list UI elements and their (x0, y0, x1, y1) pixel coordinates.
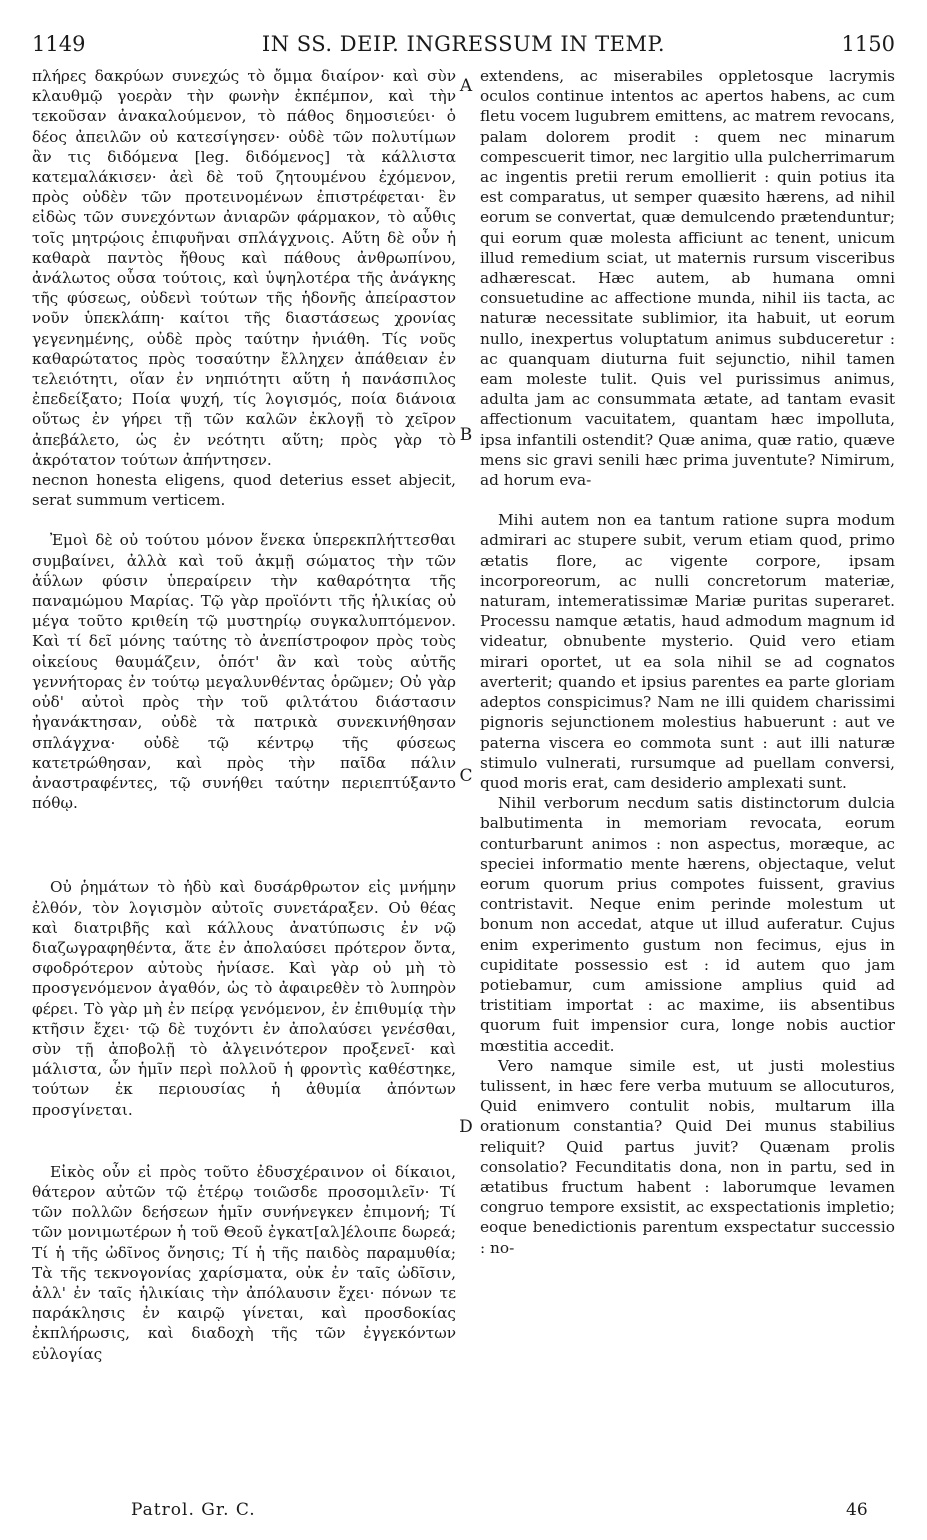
latin-paragraph-4: Vero namque simile est, ut justi molestius tulissent, in hæc fere verba mutuum se allocuturos, Quid enimvero contulit nobis, multarum illa orationum constantia? Quid Dei munus stabilius reliquit? Quid partus juvit? Quænam prolis consolatio? Fecunditatis dona, non in partu, sed in ætatibus fructum habent : laborumque levamen congruo tempore exsistit, ac exspectationis impletio; eoque benedictionis parentum exspectatur successio : no- (480, 1056, 895, 1257)
latin-paragraph-1: extendens, ac miserabiles oppletosque lacrymis oculos continue intentos ac apertos habens, ac cum fletu vocem lugubrem emittens, ac matrem revocans, palam dolorem prodit : quem nec minarum compescuerit timor, nec largitio ulla pulcherrimarum ac ingentis pretii rerum emollierit : quin potius ita est comparatus, ut semper quæsito hærens, ad nihil eorum se convertat, quæ demulcendo prætenduntur; qui eorum quæ molesta afficiunt ac tenent, unicum illud remedium sciat, ut maternis rursum visceribus adhærescat. Hæc autem, ab humana omni consuetudine ac affectione munda, nihil iis tacta, ac naturæ necessitate sublimior, ita habuit, ut eorum nullo, inexpertus voluptatum animus subduceretur : ac quanquam diuturna fuit sejunctio, nihil tamen eam moleste tulit. Quis vel purissimus animus, adulta jam ac consummata ætate, ad tantam evasit affectionum vacuitatem, quantam hæc impolluta, ipsa infantili ostendit? Quæ anima, quæ ratio, quæve mens sic gravi senili hæc prima juventute? Nimirum, ad horum eva- (480, 67, 895, 490)
latin-overflow-line: necnon honesta eligens, quod deterius esset abjecit, serat summum verticem. (32, 471, 456, 510)
footer-signature: Patrol. Gr. C. (131, 1500, 256, 1520)
latin-paragraph-3: Nihil verborum necdum satis distinctorum dulcia balbutimenta in memoriam revocata, eorum conturbarunt animos : non aspectus, moræque, ac speciei informatio mente hærens, objectaque, velut eorum quorum prius compotes fuissent, gravius contristavit. Neque enim perinde molestum ut bonum non accedat, atque ut illud auferatur. Cujus enim experimento gustum non fecimus, ejus in cupiditate possessio est : id autem quo jam potiebamur, cum amissione amplius quid ad tristitiam importat : ac maxime, iis absentibus quorum fuit impensior cura, longe nobis auctior mœstitia accedit. (480, 794, 895, 1055)
margin-marker-a: A (459, 76, 473, 96)
margin-marker-b: B (459, 425, 473, 445)
latin-paragraph-2: Mihi autem non ea tantum ratione supra modum admirari ac stupere subit, verum etiam quod, primo ætatis flore, ac vigente corpore, ipsam incorporeorum, ac nulli concretorum materiæ, naturam, intemeratissimæ Mariæ puritas superaret. Processu namque ætatis, haud admodum magnum id videatur, obnubente mysterio. Quid vero etiam mirari oportet, ut ea sola nihil se ad cognatos averterit; quando et ipsius parentes ea parte gloriam adeptos conspicimus? Nam ne illi quidem charissimi pignoris sejunctionem molestius habuerunt : aut ve paterna viscera eo commota sunt : aut illi naturæ stimulo vulnerati, rursumque ad puellam conversi, quod moris erat, cam desiderio amplexati sunt. (480, 511, 895, 792)
greek-paragraph-1: πλήρες δακρύων συνεχώς τὸ ὄμμα διαίρον· καὶ σὺν κλαυθμῷ γοερὰν τὴν φωνὴν ἐκπέμπον, καὶ τὴν τεκοῦσαν ἀνακαλούμενον, τὸ πάθος δημοσιεύει· ὁ δέος ἀπειλῶν οὐ κατεσίγησεν· οὐδὲ τῶν πολυτίμων ἂν τις διδόμενα [leg. διδόμενος] τὰ κάλλιστα κατεμαλάκισεν· ἀεὶ δὲ τοῦ ζητουμένου ἐχόμενον, πρὸς οὐδὲν τῶν προτεινομένων ἐπιστρέφεται· ἓν εἰδὼς τῶν συνεχόντων ἀνιαρῶν φάρμακον, τὸ αὖθις τοῖς μητρῴοις ἐπιφυῆναι σπλάγχνοις. Αὕτη δὲ οὖν ἡ καθαρὰ παντὸς ἤθους καὶ πάθους ἀνθρωπίνου, ἀνάλωτος οὖσα τούτοις, καὶ ὑψηλοτέρα τῆς ἀνάγκης τῆς φύσεως, οὐδενὶ τούτων τῆς ἡδονῆς ἀπείραστον νοῦν ὑπεκλάπη· καίτοι τῆς διαστάσεως χρονίας γεγενημένης, οὐδὲ πρὸς ταύτην ἠνιάθη. Τίς νοῦς καθαρώτατος πρὸς τοσαύτην ἔλληχεν ἀπάθειαν ἐν τελειότητι, οἵαν ἐν νηπιότητι αὕτη ἡ πανάσπιλος ἐπεδείξατο; Ποία ψυχή, τίς λογισμός, ποία διάνοια οὕτως ἐν γήρει τῇ τῶν καλῶν ἐκλογῇ τὸ χεῖρον ἀπεβάλετο, ὡς ἐν νεότητι αὕτη; πρὸς γὰρ τὸ ἀκρότατον τούτων ἀπήντησεν. (32, 67, 456, 469)
margin-marker-d: D (459, 1117, 473, 1137)
greek-paragraph-4: Εἰκὸς οὖν εἰ πρὸς τοῦτο ἐδυσχέραινον οἱ δίκαιοι, θάτερον αὐτῶν τῷ ἑτέρῳ τοιῶσδε προσομιλεῖν· Τί τῶν πολλῶν δεήσεων ἡμῖν συνήνεγκεν ἐπιμονή; Τί τῶν μονιμωτέρων ἡ τοῦ Θεοῦ ἐγκατ[αλ]έλοιπε δωρεά; Τί ἡ τῆς ὠδῖνος ὄνησις; Τί ἡ τῆς παιδὸς παραμυθία; Τὰ τῆς τεκνογονίας χαρίσματα, οὐκ ἐν ταῖς ὠδῖσιν, ἀλλ' ἐν ταῖς ἡλικίαις τὴν ἀπόλαυσιν ἔχει· πόνων τε παράκλησις ἐν καιρῷ γίνεται, καὶ προσδοκίας ἐκπλήρωσις, καὶ διαδοχὴ τῆς τῶν ἐγγεκόντων εὐλογίας (32, 1162, 456, 1363)
greek-column (32, 66, 456, 1364)
left-page-number: 1149 (32, 32, 86, 56)
footer-sheet-number: 46 (846, 1500, 868, 1520)
latin-column (480, 66, 895, 1258)
greek-paragraph-2: Ἐμοὶ δὲ οὐ τούτου μόνον ἕνεκα ὑπερεκπλήττεσθαι συμβαίνει, ἀλλὰ καὶ τοῦ ἀκμῇ σώματος τὴν τῶν ἀΰλων φύσιν ὑπεραίρειν τὴν καθαρότητα τῆς παναμώμου Μαρίας. Τῷ γὰρ προϊόντι τῆς ἡλικίας οὐ μέγα τοῦτο κριθείη τῷ μυστηρίῳ συγκαλυπτόμενον. Καὶ τί δεῖ μόνης ταύτης τὸ ἀνεπίστροφον πρὸς τοὺς οἰκείους θαυμάζειν, ὁπότ' ἂν καὶ τοὺς αὐτῆς γεννήτορας ἐν τούτῳ μεγαλυνθέντας ὁρῶμεν; Οὐ γὰρ οὐδ' αὐτοὶ πρὸς τὴν τοῦ φιλτάτου διάστασιν ἠγανάκτησαν, οὐδὲ τὰ πατρικὰ συνεκινήθησαν σπλάγχνα· οὐδὲ τῷ κέντρῳ τῆς φύσεως κατετρώθησαν, καὶ πρὸς τὴν παῖδα πάλιν ἀναστραφέντες, τῷ συνήθει ταύτην περιεπτύξαντο πόθῳ. (32, 531, 456, 813)
running-title: IN SS. DEIP. INGRESSUM IN TEMP. (261, 32, 666, 56)
margin-marker-c: C (459, 766, 473, 786)
right-page-number: 1150 (841, 32, 895, 56)
page-footer (0, 1500, 927, 1526)
page-header (0, 32, 927, 60)
greek-paragraph-3: Οὐ ῥημάτων τὸ ἡδὺ καὶ δυσάρθρωτον εἰς μνήμην ἐλθόν, τὸν λογισμὸν αὐτοῖς συνετάραξεν. Οὐ θέας καὶ διατριβῆς καὶ κάλλους ἀνατύπωσις ἐν νῷ διαζωγραφηθέντα, ἅτε ἐν ἀπολαύσει πρότερον ὄντα, σφοδρότερον αὐτοὺς ἠνίασε. Καὶ γὰρ οὐ μὴ τὸ προσγενόμενον ἀγαθόν, ὡς τὸ ἀφαιρεθὲν τὸ λυπηρὸν φέρει. Τὸ γὰρ μὴ ἐν πείρᾳ γενόμενον, ἐν ἐπιθυμίᾳ τὴν κτῆσιν ἔχει· τῷ δὲ τυχόντι ἐν ἀπολαύσει γενέσθαι, σὺν τῇ ἀποβολῇ τὸ ἀλγεινότερον προξενεῖ· καὶ μάλιστα, ὧν ἡμῖν περὶ πολλοῦ ἡ φροντὶς καθέστηκε, τούτων ἐκ περιουσίας ἡ ἀθυμία ἀπόντων προσγίνεται. (32, 878, 456, 1119)
